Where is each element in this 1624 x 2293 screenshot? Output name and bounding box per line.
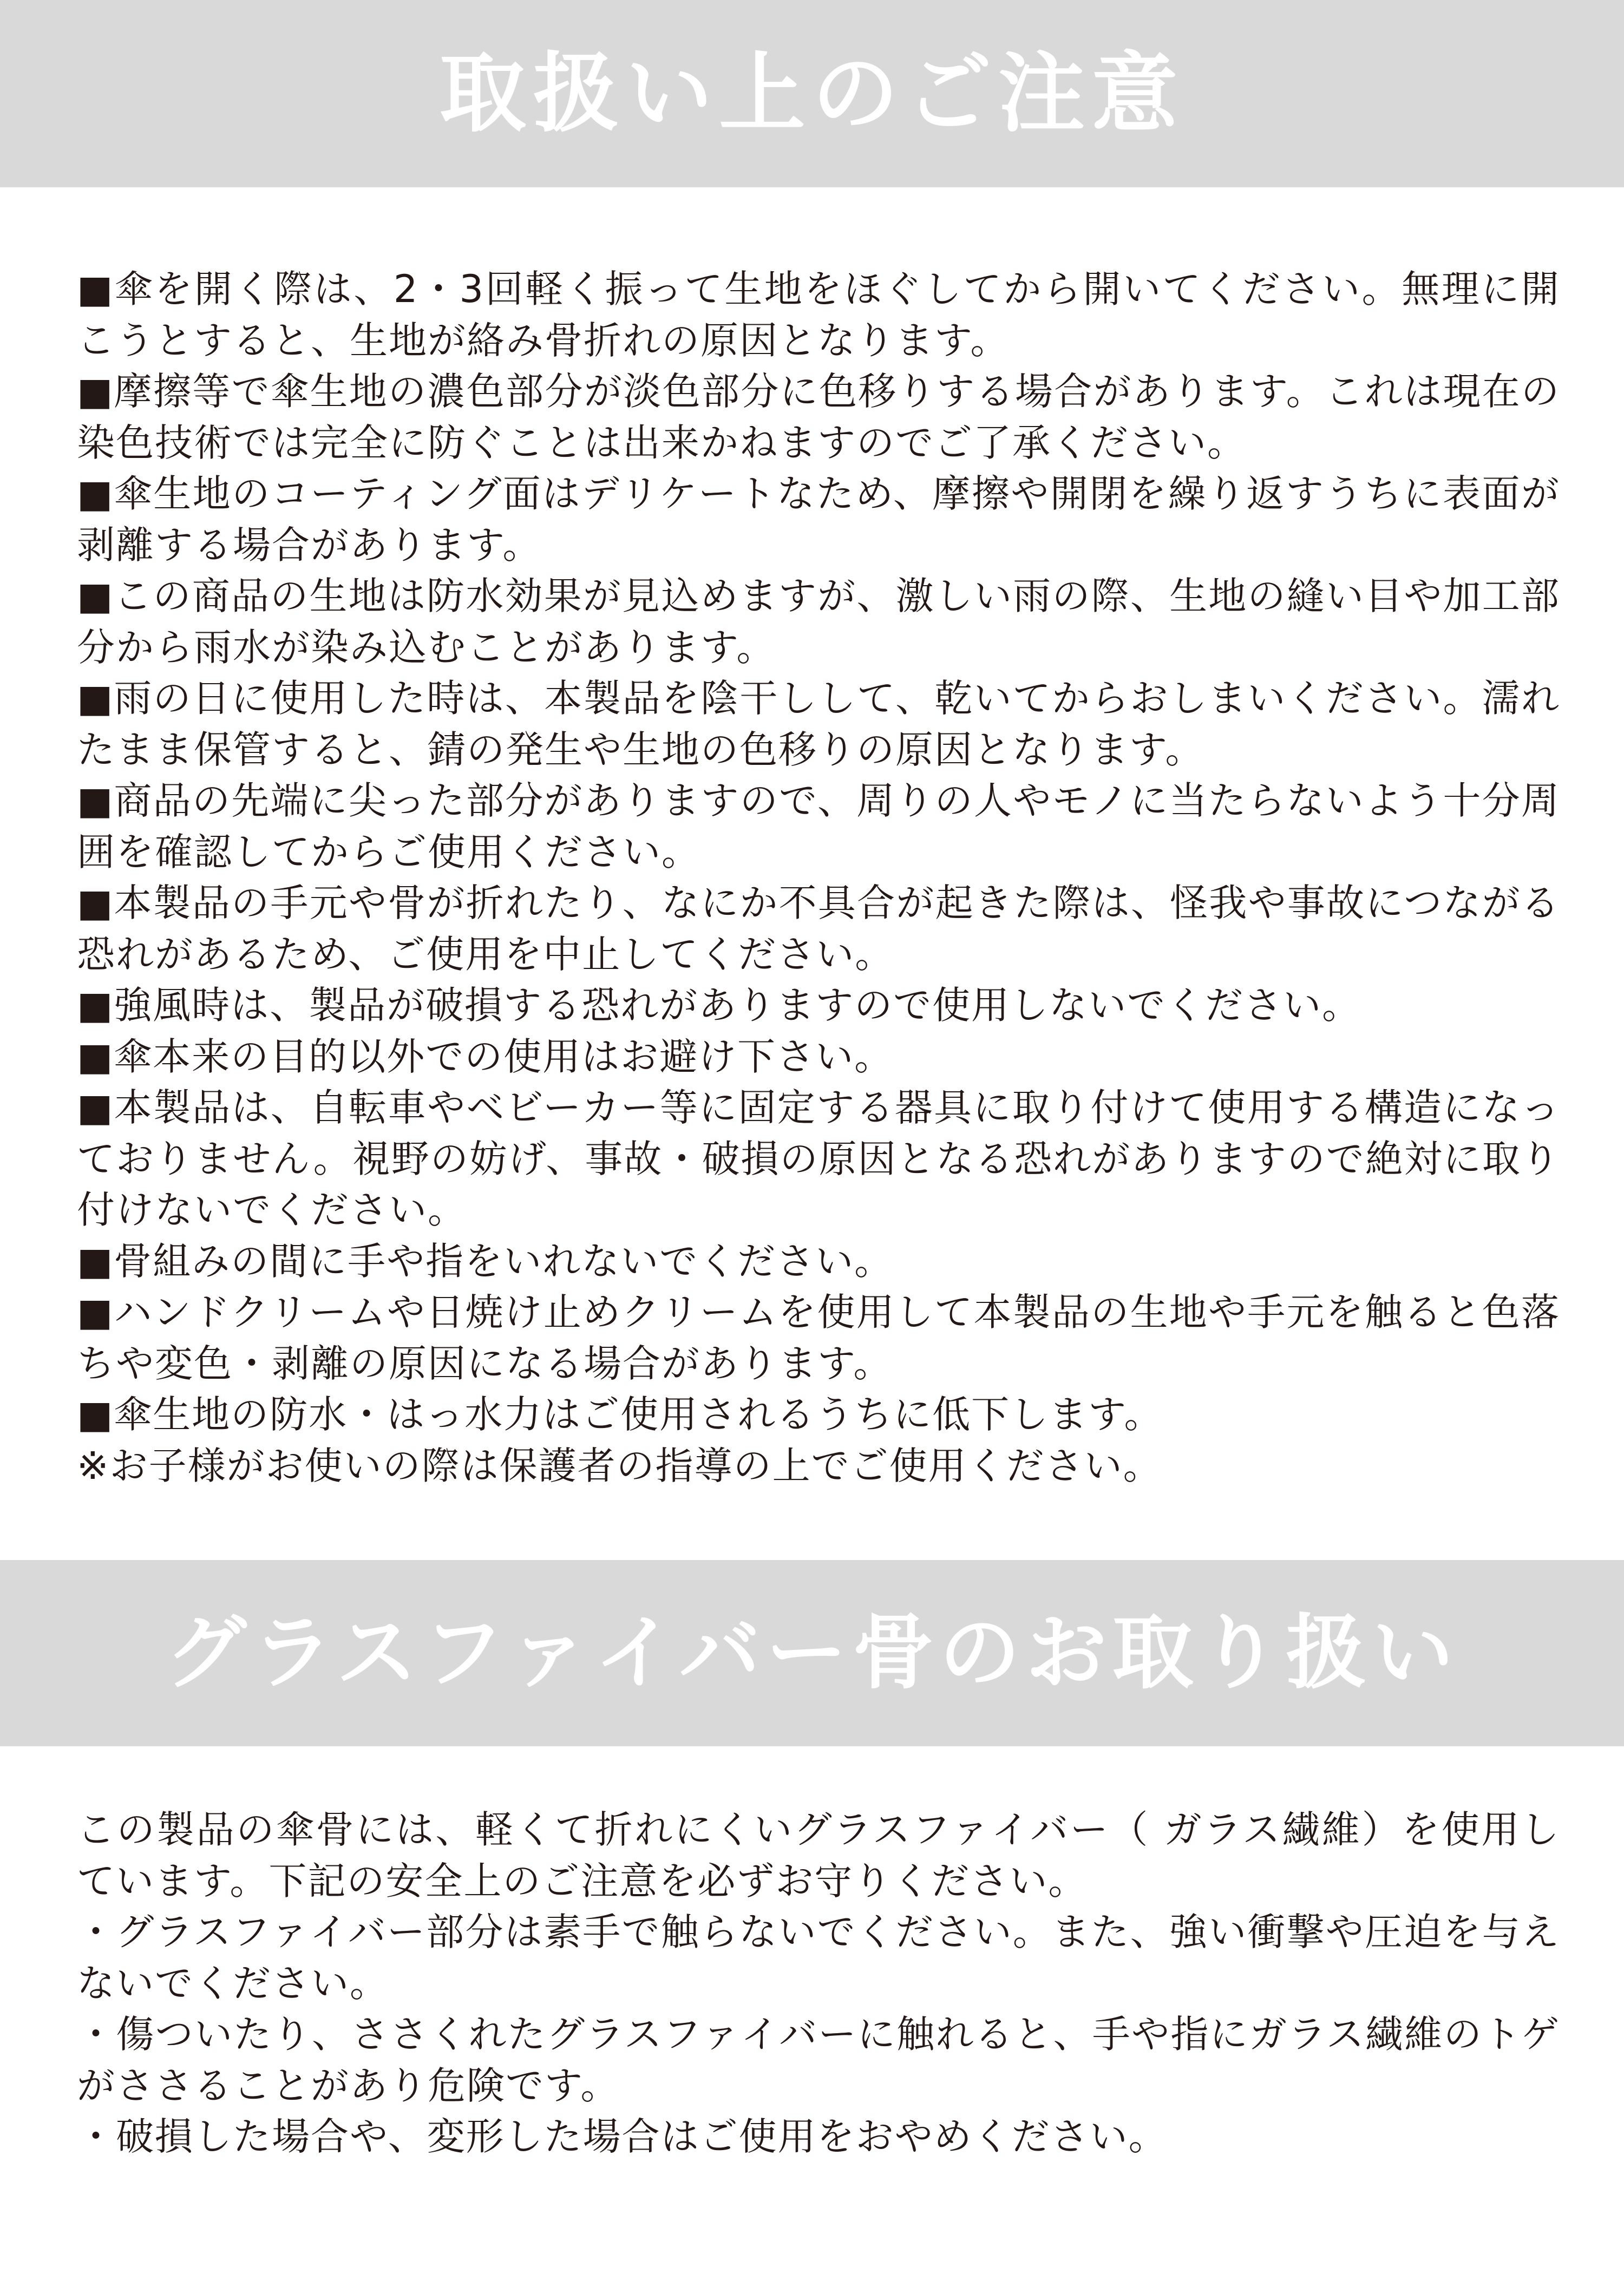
- handling-precautions-list: [77, 264, 1560, 1491]
- section-title-fiberglass-handling: グラスファイバー骨のお取り扱い: [0, 1560, 1624, 1746]
- fiberglass-item: ・グラスファイバー部分は素手で触らないでください。また、強い衝撃や圧迫を与えないでください。: [77, 1910, 1560, 2006]
- precaution-item: ■この商品の生地は防水効果が見込めますが、激しい雨の際、生地の縫い目や加工部分から雨水が染み込むことがあります。: [77, 574, 1560, 670]
- precaution-item: ■本製品は、自転車やベビーカー等に固定する器具に取り付けて使用する構造になっておりません。視野の妨げ、事故・破損の原因となる恐れがありますので絶対に取り付けないでください。: [77, 1085, 1560, 1232]
- fiberglass-handling-list: [77, 1804, 1560, 2163]
- precaution-item: ■骨組みの間に手や指をいれないでください。: [77, 1239, 894, 1283]
- precaution-item: ■傘生地の防水・はっ水力はご使用されるうちに低下します。: [77, 1392, 1163, 1437]
- fiberglass-item: ・破損した場合や、変形した場合はご使用をおやめください。: [77, 2114, 1168, 2159]
- precaution-item: ■傘を開く際は、2・3回軽く振って生地をほぐしてから開いてください。無理に開こうとすると、生地が絡み骨折れの原因となります。: [77, 267, 1560, 363]
- precaution-item: ■商品の先端に尖った部分がありますので、周りの人やモノに当たらないよう十分周囲を確認してからご使用ください。: [77, 778, 1560, 874]
- child-usage-note: ※お子様がお使いの際は保護者の指導の上でご使用ください。: [77, 1443, 1162, 1488]
- fiberglass-item: ・傷ついたり、ささくれたグラスファイバーに触れると、手や指にガラス繊維のトゲがささることがあり危険です。: [77, 2012, 1560, 2108]
- precaution-item: ■強風時は、製品が破損する恐れがありますので使用しないでください。: [77, 983, 1361, 1027]
- fiberglass-intro: この製品の傘骨には、軽くて折れにくいグラスファイバー（ ガラス繊維）を使用しています。下記の安全上のご注意を必ずお守りください。: [77, 1807, 1560, 1903]
- precaution-item: ■雨の日に使用した時は、本製品を陰干しして、乾いてからおしまいください。濡れたまま保管すると、錆の発生や生地の色移りの原因となります。: [77, 676, 1560, 772]
- section-title-handling-precautions: 取扱い上のご注意: [0, 0, 1624, 187]
- precaution-item: ■傘本来の目的以外での使用はお避け下さい。: [77, 1034, 894, 1079]
- precaution-item: ■ハンドクリームや日焼け止めクリームを使用して本製品の生地や手元を触ると色落ちや変色・剥離の原因になる場合があります。: [77, 1290, 1560, 1386]
- precaution-item: ■摩擦等で傘生地の濃色部分が淡色部分に色移りする場合があります。これは現在の染色技術では完全に防ぐことは出来かねますのでご了承ください。: [77, 369, 1560, 465]
- precaution-item: ■本製品の手元や骨が折れたり、なにか不具合が起きた際は、怪我や事故につながる恐れがあるため、ご使用を中止してください。: [77, 881, 1560, 977]
- precaution-item: ■傘生地のコーティング面はデリケートなため、摩擦や開閉を繰り返すうちに表面が剥離する場合があります。: [77, 471, 1560, 567]
